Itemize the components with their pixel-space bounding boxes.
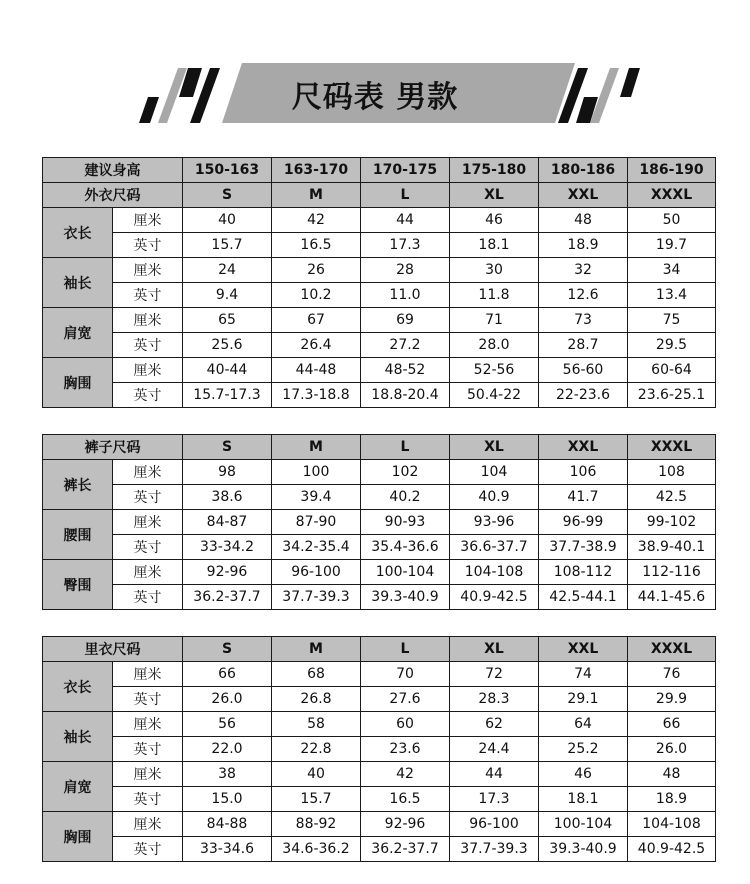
- measure-group-label: 衣长: [43, 662, 113, 712]
- size-value-cell: 36.2-37.7: [361, 837, 450, 862]
- size-value-cell: 42.5-44.1: [539, 585, 628, 610]
- table-row: [43, 358, 716, 383]
- size-value-cell: 58: [272, 712, 361, 737]
- size-value-cell: 40.9-42.5: [628, 837, 716, 862]
- measure-group-label: 袖长: [43, 258, 113, 308]
- size-value-cell: 108: [628, 460, 716, 485]
- size-value-cell: 28.0: [450, 333, 539, 358]
- measure-group-label: 衣长: [43, 208, 113, 258]
- size-value-cell: 19.7: [628, 233, 716, 258]
- size-value-cell: 23.6: [361, 737, 450, 762]
- size-value-cell: 18.1: [450, 233, 539, 258]
- size-value-cell: 99-102: [628, 510, 716, 535]
- size-value-cell: 15.7: [183, 233, 272, 258]
- size-value-cell: 26.0: [183, 687, 272, 712]
- table-row: [43, 585, 716, 610]
- size-value-cell: 30: [450, 258, 539, 283]
- header-cell: XL: [450, 637, 539, 662]
- measure-group-label: 袖长: [43, 712, 113, 762]
- size-value-cell: 104-108: [628, 812, 716, 837]
- header-cell: XL: [450, 435, 539, 460]
- size-value-cell: 37.7-39.3: [272, 585, 361, 610]
- table-row: [43, 535, 716, 560]
- size-value-cell: 37.7-38.9: [539, 535, 628, 560]
- measure-group-label: 胸围: [43, 358, 113, 408]
- size-value-cell: 100-104: [539, 812, 628, 837]
- size-value-cell: 104-108: [450, 560, 539, 585]
- size-value-cell: 15.7-17.3: [183, 383, 272, 408]
- size-value-cell: 38: [183, 762, 272, 787]
- measure-group-label: 臀围: [43, 560, 113, 610]
- size-value-cell: 39.4: [272, 485, 361, 510]
- size-value-cell: 44.1-45.6: [628, 585, 716, 610]
- table-row: [43, 233, 716, 258]
- size-value-cell: 25.2: [539, 737, 628, 762]
- size-value-cell: 36.2-37.7: [183, 585, 272, 610]
- size-value-cell: 28: [361, 258, 450, 283]
- size-value-cell: 15.0: [183, 787, 272, 812]
- header-cell: XXL: [539, 183, 628, 208]
- header-cell: M: [272, 183, 361, 208]
- size-value-cell: 11.0: [361, 283, 450, 308]
- size-value-cell: 40-44: [183, 358, 272, 383]
- header-label: 外衣尺码: [43, 183, 183, 208]
- size-value-cell: 27.2: [361, 333, 450, 358]
- header-cell: L: [361, 183, 450, 208]
- unit-label: 英寸: [113, 787, 183, 812]
- header-cell: 180-186: [539, 158, 628, 183]
- title-banner: [0, 0, 750, 150]
- size-value-cell: 34.6-36.2: [272, 837, 361, 862]
- unit-label: 英寸: [113, 283, 183, 308]
- size-value-cell: 50: [628, 208, 716, 233]
- table-row: [43, 485, 716, 510]
- unit-label: 厘米: [113, 510, 183, 535]
- header-cell: L: [361, 637, 450, 662]
- unit-label: 英寸: [113, 585, 183, 610]
- table-row: [43, 737, 716, 762]
- table-row: [43, 812, 716, 837]
- size-value-cell: 17.3-18.8: [272, 383, 361, 408]
- header-cell: 175-180: [450, 158, 539, 183]
- size-value-cell: 60: [361, 712, 450, 737]
- size-value-cell: 36.6-37.7: [450, 535, 539, 560]
- size-value-cell: 96-100: [450, 812, 539, 837]
- size-value-cell: 73: [539, 308, 628, 333]
- size-value-cell: 108-112: [539, 560, 628, 585]
- header-cell: XXL: [539, 435, 628, 460]
- unit-label: 厘米: [113, 258, 183, 283]
- size-value-cell: 16.5: [272, 233, 361, 258]
- header-label: 裤子尺码: [43, 435, 183, 460]
- unit-label: 厘米: [113, 662, 183, 687]
- unit-label: 厘米: [113, 560, 183, 585]
- unit-label: 英寸: [113, 485, 183, 510]
- unit-label: 厘米: [113, 812, 183, 837]
- header-cell: S: [183, 637, 272, 662]
- unit-label: 厘米: [113, 358, 183, 383]
- size-value-cell: 84-87: [183, 510, 272, 535]
- size-value-cell: 29.5: [628, 333, 716, 358]
- size-value-cell: 40: [272, 762, 361, 787]
- table-row: [43, 333, 716, 358]
- header-row: [43, 158, 716, 183]
- size-value-cell: 12.6: [539, 283, 628, 308]
- size-value-cell: 52-56: [450, 358, 539, 383]
- table-row: [43, 762, 716, 787]
- size-value-cell: 64: [539, 712, 628, 737]
- table-row: [43, 712, 716, 737]
- size-value-cell: 33-34.2: [183, 535, 272, 560]
- table-row: [43, 383, 716, 408]
- size-value-cell: 102: [361, 460, 450, 485]
- size-value-cell: 68: [272, 662, 361, 687]
- unit-label: 英寸: [113, 383, 183, 408]
- size-value-cell: 13.4: [628, 283, 716, 308]
- size-value-cell: 40: [183, 208, 272, 233]
- size-value-cell: 69: [361, 308, 450, 333]
- size-value-cell: 39.3-40.9: [361, 585, 450, 610]
- size-value-cell: 15.7: [272, 787, 361, 812]
- header-cell: XXXL: [628, 637, 716, 662]
- table-row: [43, 283, 716, 308]
- size-value-cell: 72: [450, 662, 539, 687]
- size-value-cell: 93-96: [450, 510, 539, 535]
- size-value-cell: 29.1: [539, 687, 628, 712]
- header-row: [43, 435, 716, 460]
- unit-label: 英寸: [113, 333, 183, 358]
- page-title: 尺码表 男款: [291, 80, 459, 115]
- size-value-cell: 37.7-39.3: [450, 837, 539, 862]
- size-value-cell: 9.4: [183, 283, 272, 308]
- size-value-cell: 11.8: [450, 283, 539, 308]
- size-value-cell: 90-93: [361, 510, 450, 535]
- unit-label: 英寸: [113, 837, 183, 862]
- size-value-cell: 46: [450, 208, 539, 233]
- size-value-cell: 67: [272, 308, 361, 333]
- size-value-cell: 33-34.6: [183, 837, 272, 862]
- measure-group-label: 腰围: [43, 510, 113, 560]
- unit-label: 英寸: [113, 233, 183, 258]
- size-value-cell: 71: [450, 308, 539, 333]
- size-value-cell: 62: [450, 712, 539, 737]
- size-value-cell: 42.5: [628, 485, 716, 510]
- header-cell: XL: [450, 183, 539, 208]
- size-value-cell: 25.6: [183, 333, 272, 358]
- unit-label: 厘米: [113, 208, 183, 233]
- size-value-cell: 27.6: [361, 687, 450, 712]
- size-value-cell: 56-60: [539, 358, 628, 383]
- unit-label: 厘米: [113, 460, 183, 485]
- size-value-cell: 39.3-40.9: [539, 837, 628, 862]
- size-value-cell: 26.0: [628, 737, 716, 762]
- size-value-cell: 26: [272, 258, 361, 283]
- table-row: [43, 510, 716, 535]
- header-cell: XXL: [539, 637, 628, 662]
- size-value-cell: 34.2-35.4: [272, 535, 361, 560]
- size-value-cell: 22.8: [272, 737, 361, 762]
- table-row: [43, 662, 716, 687]
- table-row: [43, 787, 716, 812]
- size-value-cell: 17.3: [361, 233, 450, 258]
- size-value-cell: 41.7: [539, 485, 628, 510]
- size-value-cell: 26.8: [272, 687, 361, 712]
- header-cell: S: [183, 435, 272, 460]
- size-value-cell: 46: [539, 762, 628, 787]
- size-value-cell: 42: [361, 762, 450, 787]
- size-value-cell: 26.4: [272, 333, 361, 358]
- size-value-cell: 28.3: [450, 687, 539, 712]
- header-label: 里衣尺码: [43, 637, 183, 662]
- table-row: [43, 560, 716, 585]
- header-cell: M: [272, 435, 361, 460]
- size-value-cell: 18.9: [628, 787, 716, 812]
- unit-label: 英寸: [113, 687, 183, 712]
- size-value-cell: 38.9-40.1: [628, 535, 716, 560]
- size-value-cell: 48-52: [361, 358, 450, 383]
- size-value-cell: 100-104: [361, 560, 450, 585]
- table-row: [43, 687, 716, 712]
- size-value-cell: 40.2: [361, 485, 450, 510]
- size-value-cell: 92-96: [361, 812, 450, 837]
- size-table-innerwear: [42, 636, 716, 862]
- table-row: [43, 308, 716, 333]
- size-value-cell: 38.6: [183, 485, 272, 510]
- size-value-cell: 22.0: [183, 737, 272, 762]
- size-value-cell: 40.9-42.5: [450, 585, 539, 610]
- size-value-cell: 42: [272, 208, 361, 233]
- header-cell: 150-163: [183, 158, 272, 183]
- size-value-cell: 92-96: [183, 560, 272, 585]
- header-cell: L: [361, 435, 450, 460]
- size-value-cell: 112-116: [628, 560, 716, 585]
- header-cell: XXXL: [628, 183, 716, 208]
- header-cell: M: [272, 637, 361, 662]
- size-value-cell: 98: [183, 460, 272, 485]
- size-value-cell: 18.1: [539, 787, 628, 812]
- size-value-cell: 65: [183, 308, 272, 333]
- size-value-cell: 70: [361, 662, 450, 687]
- size-value-cell: 16.5: [361, 787, 450, 812]
- size-value-cell: 44: [450, 762, 539, 787]
- table-row: [43, 460, 716, 485]
- size-value-cell: 84-88: [183, 812, 272, 837]
- measure-group-label: 肩宽: [43, 308, 113, 358]
- unit-label: 厘米: [113, 712, 183, 737]
- size-value-cell: 50.4-22: [450, 383, 539, 408]
- unit-label: 英寸: [113, 535, 183, 560]
- table-row: [43, 258, 716, 283]
- size-value-cell: 28.7: [539, 333, 628, 358]
- header-cell: S: [183, 183, 272, 208]
- unit-label: 英寸: [113, 737, 183, 762]
- size-value-cell: 74: [539, 662, 628, 687]
- size-value-cell: 34: [628, 258, 716, 283]
- header-cell: 163-170: [272, 158, 361, 183]
- header-row: [43, 637, 716, 662]
- size-value-cell: 22-23.6: [539, 383, 628, 408]
- size-value-cell: 56: [183, 712, 272, 737]
- size-value-cell: 106: [539, 460, 628, 485]
- size-value-cell: 96-100: [272, 560, 361, 585]
- size-value-cell: 24.4: [450, 737, 539, 762]
- size-value-cell: 76: [628, 662, 716, 687]
- size-value-cell: 23.6-25.1: [628, 383, 716, 408]
- size-value-cell: 88-92: [272, 812, 361, 837]
- size-value-cell: 60-64: [628, 358, 716, 383]
- size-table-pants: [42, 434, 716, 610]
- size-value-cell: 87-90: [272, 510, 361, 535]
- size-value-cell: 18.8-20.4: [361, 383, 450, 408]
- size-value-cell: 66: [628, 712, 716, 737]
- size-value-cell: 48: [628, 762, 716, 787]
- size-value-cell: 104: [450, 460, 539, 485]
- header-cell: 186-190: [628, 158, 716, 183]
- size-value-cell: 48: [539, 208, 628, 233]
- size-value-cell: 44-48: [272, 358, 361, 383]
- size-value-cell: 18.9: [539, 233, 628, 258]
- measure-group-label: 胸围: [43, 812, 113, 862]
- size-table-outerwear: [42, 157, 716, 408]
- header-row: [43, 183, 716, 208]
- size-value-cell: 17.3: [450, 787, 539, 812]
- header-cell: XXXL: [628, 435, 716, 460]
- size-value-cell: 96-99: [539, 510, 628, 535]
- size-value-cell: 24: [183, 258, 272, 283]
- size-value-cell: 35.4-36.6: [361, 535, 450, 560]
- header-label: 建议身高: [43, 158, 183, 183]
- size-value-cell: 100: [272, 460, 361, 485]
- header-cell: 170-175: [361, 158, 450, 183]
- measure-group-label: 裤长: [43, 460, 113, 510]
- size-value-cell: 75: [628, 308, 716, 333]
- size-value-cell: 44: [361, 208, 450, 233]
- size-value-cell: 10.2: [272, 283, 361, 308]
- size-value-cell: 66: [183, 662, 272, 687]
- size-value-cell: 40.9: [450, 485, 539, 510]
- table-row: [43, 837, 716, 862]
- table-row: [43, 208, 716, 233]
- measure-group-label: 肩宽: [43, 762, 113, 812]
- size-value-cell: 29.9: [628, 687, 716, 712]
- unit-label: 厘米: [113, 762, 183, 787]
- size-value-cell: 32: [539, 258, 628, 283]
- unit-label: 厘米: [113, 308, 183, 333]
